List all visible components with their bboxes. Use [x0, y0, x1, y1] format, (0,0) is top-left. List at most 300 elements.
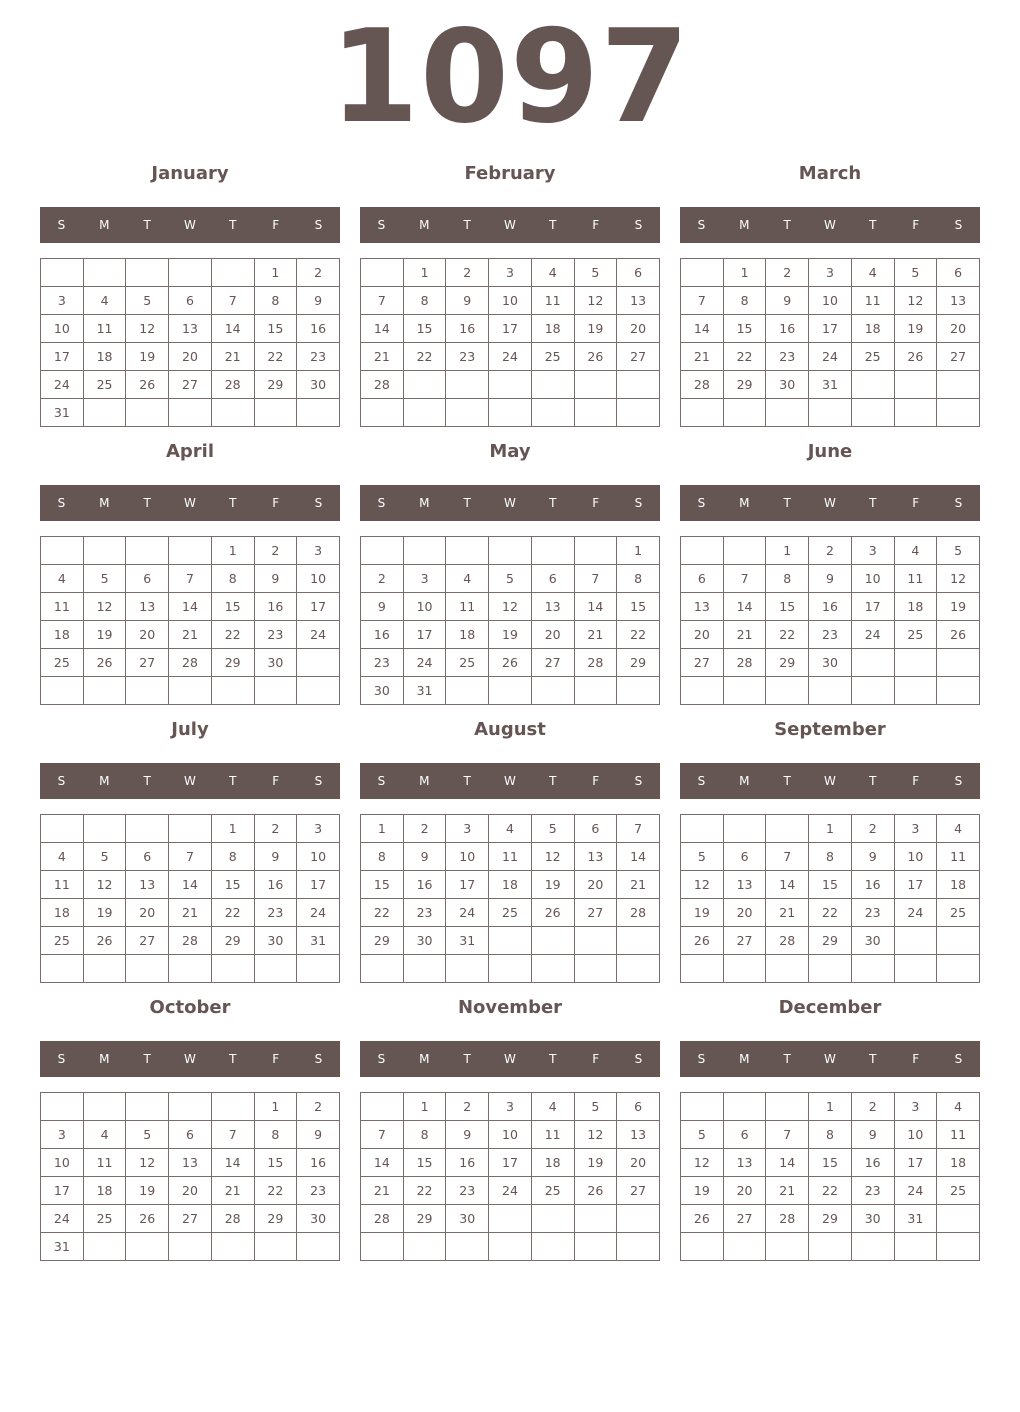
weekday-label: S — [697, 1052, 706, 1066]
day-cell: 27 — [681, 649, 724, 677]
weekday-label: F — [592, 218, 600, 232]
empty-cell — [489, 677, 532, 705]
day-cell: 25 — [446, 649, 489, 677]
empty-cell — [531, 955, 574, 983]
empty-cell — [361, 955, 404, 983]
empty-cell — [489, 537, 532, 565]
day-cell: 24 — [297, 899, 340, 927]
day-cell: 13 — [937, 287, 980, 315]
day-cell: 27 — [723, 927, 766, 955]
day-cell: 4 — [446, 565, 489, 593]
day-cell: 6 — [937, 259, 980, 287]
day-grid — [680, 814, 980, 983]
day-cell: 25 — [851, 343, 894, 371]
month-title: May — [489, 441, 531, 462]
day-cell: 10 — [403, 593, 446, 621]
empty-cell — [681, 815, 724, 843]
day-cell: 30 — [851, 927, 894, 955]
day-cell: 29 — [809, 1205, 852, 1233]
day-cell: 9 — [297, 1121, 340, 1149]
day-cell: 3 — [489, 259, 532, 287]
day-cell: 8 — [211, 843, 254, 871]
weekday-label: M — [99, 496, 110, 510]
empty-cell — [766, 677, 809, 705]
day-cell: 6 — [169, 1121, 212, 1149]
weekday-label: T — [549, 774, 557, 788]
day-cell: 5 — [574, 1093, 617, 1121]
day-cell: 31 — [297, 927, 340, 955]
weekday-label: S — [954, 218, 963, 232]
month-title: April — [165, 441, 215, 462]
day-cell: 14 — [766, 871, 809, 899]
day-cell: 17 — [41, 1177, 84, 1205]
day-cell: 5 — [681, 1121, 724, 1149]
weekday-label: T — [869, 496, 877, 510]
week-row — [41, 399, 340, 427]
empty-cell — [403, 371, 446, 399]
day-cell: 25 — [489, 899, 532, 927]
empty-cell — [41, 1093, 84, 1121]
empty-cell — [126, 399, 169, 427]
day-cell: 28 — [766, 1205, 809, 1233]
day-cell: 29 — [211, 649, 254, 677]
weekday-label: F — [592, 774, 600, 788]
weekday-label: F — [912, 496, 920, 510]
weekday-label: T — [869, 218, 877, 232]
day-cell: 5 — [681, 843, 724, 871]
empty-cell — [169, 537, 212, 565]
empty-cell — [894, 371, 937, 399]
month-title: July — [171, 719, 209, 740]
empty-cell — [766, 955, 809, 983]
weekday-label: M — [739, 496, 750, 510]
weekday-label: S — [697, 496, 706, 510]
day-cell: 27 — [617, 343, 660, 371]
empty-cell — [681, 537, 724, 565]
weekday-label: F — [272, 218, 280, 232]
day-grid — [360, 1092, 660, 1261]
day-cell: 25 — [41, 649, 84, 677]
empty-cell — [937, 1205, 980, 1233]
day-cell: 21 — [574, 621, 617, 649]
day-cell: 14 — [723, 593, 766, 621]
day-cell: 16 — [297, 1149, 340, 1177]
day-cell: 7 — [574, 565, 617, 593]
empty-cell — [809, 1233, 852, 1261]
empty-cell — [531, 677, 574, 705]
empty-cell — [723, 399, 766, 427]
day-cell: 17 — [489, 315, 532, 343]
day-cell: 18 — [937, 871, 980, 899]
day-grid — [40, 814, 340, 983]
day-cell: 17 — [297, 593, 340, 621]
day-cell: 3 — [446, 815, 489, 843]
day-cell: 11 — [937, 843, 980, 871]
empty-cell — [126, 259, 169, 287]
empty-cell — [531, 371, 574, 399]
day-cell: 29 — [254, 1205, 297, 1233]
weekday-header — [680, 1041, 980, 1077]
day-cell: 18 — [531, 1149, 574, 1177]
weekday-header — [40, 1041, 340, 1077]
weekday-label: S — [57, 1052, 66, 1066]
day-cell: 29 — [403, 1205, 446, 1233]
weekday-label: M — [99, 1052, 110, 1066]
day-cell: 30 — [446, 1205, 489, 1233]
day-cell: 30 — [809, 649, 852, 677]
week-row — [361, 315, 660, 343]
day-cell: 12 — [531, 843, 574, 871]
day-cell: 23 — [254, 899, 297, 927]
weekday-label: M — [419, 496, 430, 510]
week-row — [41, 1093, 340, 1121]
weekday-header — [360, 485, 660, 521]
day-cell: 11 — [894, 565, 937, 593]
day-cell: 11 — [41, 593, 84, 621]
day-cell: 21 — [211, 1177, 254, 1205]
year-title: 1097 — [329, 3, 691, 152]
empty-cell — [83, 537, 126, 565]
empty-cell — [489, 1233, 532, 1261]
day-cell: 3 — [809, 259, 852, 287]
day-cell: 29 — [809, 927, 852, 955]
week-row — [681, 1093, 980, 1121]
day-cell: 22 — [723, 343, 766, 371]
day-cell: 19 — [574, 315, 617, 343]
empty-cell — [126, 815, 169, 843]
weekday-label: S — [634, 774, 643, 788]
day-cell: 16 — [403, 871, 446, 899]
weekday-header — [40, 207, 340, 243]
day-cell: 5 — [574, 259, 617, 287]
empty-cell — [723, 537, 766, 565]
week-row — [681, 1233, 980, 1261]
weekday-header — [360, 1041, 660, 1077]
empty-cell — [403, 955, 446, 983]
weekday-label: M — [739, 218, 750, 232]
empty-cell — [446, 399, 489, 427]
day-cell: 13 — [723, 1149, 766, 1177]
day-cell: 30 — [766, 371, 809, 399]
day-cell: 10 — [297, 565, 340, 593]
empty-cell — [83, 259, 126, 287]
empty-cell — [489, 1205, 532, 1233]
weekday-label: T — [229, 496, 237, 510]
day-cell: 19 — [489, 621, 532, 649]
day-cell: 27 — [723, 1205, 766, 1233]
weekday-header — [680, 763, 980, 799]
day-cell: 28 — [211, 371, 254, 399]
weekday-label: F — [272, 774, 280, 788]
empty-cell — [361, 259, 404, 287]
day-grid — [40, 1092, 340, 1261]
weekday-label: F — [592, 496, 600, 510]
week-row — [361, 621, 660, 649]
day-cell: 15 — [211, 871, 254, 899]
day-cell: 2 — [446, 1093, 489, 1121]
empty-cell — [489, 927, 532, 955]
day-cell: 13 — [126, 593, 169, 621]
weekday-header — [360, 763, 660, 799]
empty-cell — [361, 399, 404, 427]
day-cell: 20 — [617, 315, 660, 343]
day-grid — [360, 536, 660, 705]
day-cell: 20 — [126, 621, 169, 649]
day-cell: 30 — [297, 371, 340, 399]
empty-cell — [169, 815, 212, 843]
week-row — [361, 955, 660, 983]
day-cell: 2 — [446, 259, 489, 287]
weekday-label: F — [272, 1052, 280, 1066]
empty-cell — [681, 1233, 724, 1261]
empty-cell — [531, 537, 574, 565]
week-row — [41, 565, 340, 593]
day-cell: 16 — [851, 1149, 894, 1177]
day-cell: 6 — [617, 1093, 660, 1121]
day-cell: 8 — [617, 565, 660, 593]
month-title: December — [778, 997, 882, 1018]
weekday-label: W — [184, 1052, 196, 1066]
weekday-label: M — [739, 1052, 750, 1066]
week-row — [681, 899, 980, 927]
day-cell: 11 — [489, 843, 532, 871]
weekday-label: S — [57, 774, 66, 788]
day-cell: 26 — [531, 899, 574, 927]
empty-cell — [809, 955, 852, 983]
day-cell: 14 — [766, 1149, 809, 1177]
empty-cell — [489, 955, 532, 983]
week-row — [41, 1149, 340, 1177]
empty-cell — [297, 1233, 340, 1261]
week-row — [41, 899, 340, 927]
weekday-label: M — [99, 218, 110, 232]
day-cell: 16 — [254, 871, 297, 899]
empty-cell — [297, 399, 340, 427]
day-cell: 21 — [169, 621, 212, 649]
day-cell: 14 — [361, 1149, 404, 1177]
day-cell: 5 — [894, 259, 937, 287]
day-cell: 25 — [894, 621, 937, 649]
day-cell: 26 — [83, 649, 126, 677]
day-cell: 7 — [211, 1121, 254, 1149]
day-cell: 10 — [446, 843, 489, 871]
weekday-label: T — [783, 496, 791, 510]
empty-cell — [574, 927, 617, 955]
day-cell: 26 — [126, 371, 169, 399]
day-cell: 1 — [254, 259, 297, 287]
empty-cell — [83, 815, 126, 843]
week-row — [681, 593, 980, 621]
week-row — [681, 259, 980, 287]
weekday-label: F — [592, 1052, 600, 1066]
day-cell: 26 — [937, 621, 980, 649]
day-cell: 10 — [489, 1121, 532, 1149]
day-cell: 8 — [809, 1121, 852, 1149]
empty-cell — [446, 537, 489, 565]
day-cell: 21 — [211, 343, 254, 371]
day-cell: 24 — [809, 343, 852, 371]
day-cell: 3 — [894, 815, 937, 843]
empty-cell — [937, 927, 980, 955]
day-cell: 12 — [489, 593, 532, 621]
day-cell: 24 — [41, 1205, 84, 1233]
day-cell: 3 — [894, 1093, 937, 1121]
empty-cell — [254, 399, 297, 427]
day-cell: 25 — [937, 899, 980, 927]
weekday-label: T — [549, 218, 557, 232]
weekday-label: T — [143, 218, 151, 232]
day-cell: 13 — [617, 287, 660, 315]
day-cell: 6 — [574, 815, 617, 843]
empty-cell — [169, 399, 212, 427]
day-cell: 18 — [937, 1149, 980, 1177]
day-cell: 11 — [41, 871, 84, 899]
day-cell: 12 — [681, 1149, 724, 1177]
week-row — [681, 927, 980, 955]
weekday-label: S — [634, 1052, 643, 1066]
day-cell: 10 — [41, 315, 84, 343]
day-grid — [680, 258, 980, 427]
week-row — [681, 843, 980, 871]
weekday-label: T — [463, 218, 471, 232]
weekday-label: T — [463, 496, 471, 510]
empty-cell — [211, 677, 254, 705]
empty-cell — [617, 371, 660, 399]
day-cell: 17 — [851, 593, 894, 621]
day-cell: 24 — [446, 899, 489, 927]
empty-cell — [403, 399, 446, 427]
empty-cell — [83, 955, 126, 983]
weekday-label: F — [912, 1052, 920, 1066]
day-cell: 28 — [169, 649, 212, 677]
day-cell: 3 — [41, 287, 84, 315]
empty-cell — [723, 1093, 766, 1121]
weekday-label: S — [57, 218, 66, 232]
day-cell: 1 — [361, 815, 404, 843]
week-row — [361, 1205, 660, 1233]
day-cell: 4 — [531, 259, 574, 287]
week-row — [361, 399, 660, 427]
day-cell: 15 — [723, 315, 766, 343]
empty-cell — [83, 1233, 126, 1261]
empty-cell — [574, 371, 617, 399]
day-cell: 3 — [851, 537, 894, 565]
empty-cell — [681, 677, 724, 705]
day-cell: 9 — [254, 565, 297, 593]
day-cell: 21 — [617, 871, 660, 899]
day-cell: 21 — [723, 621, 766, 649]
weekday-header — [680, 207, 980, 243]
day-cell: 2 — [766, 259, 809, 287]
weekday-label: M — [419, 1052, 430, 1066]
day-cell: 23 — [851, 1177, 894, 1205]
week-row — [361, 1093, 660, 1121]
empty-cell — [211, 1093, 254, 1121]
day-cell: 8 — [403, 1121, 446, 1149]
weekday-label: W — [504, 496, 516, 510]
weekday-label: W — [824, 774, 836, 788]
week-row — [361, 259, 660, 287]
day-cell: 18 — [489, 871, 532, 899]
empty-cell — [446, 677, 489, 705]
day-cell: 4 — [937, 815, 980, 843]
day-cell: 1 — [617, 537, 660, 565]
day-cell: 15 — [809, 871, 852, 899]
day-cell: 9 — [403, 843, 446, 871]
day-cell: 16 — [297, 315, 340, 343]
day-cell: 12 — [937, 565, 980, 593]
day-cell: 6 — [169, 287, 212, 315]
empty-cell — [894, 677, 937, 705]
day-cell: 8 — [723, 287, 766, 315]
day-cell: 14 — [169, 593, 212, 621]
week-row — [41, 843, 340, 871]
weekday-label: W — [824, 218, 836, 232]
day-cell: 14 — [361, 315, 404, 343]
weekday-label: T — [869, 774, 877, 788]
day-cell: 3 — [403, 565, 446, 593]
day-cell: 17 — [894, 1149, 937, 1177]
day-cell: 4 — [83, 287, 126, 315]
weekday-label: T — [783, 218, 791, 232]
day-cell: 20 — [617, 1149, 660, 1177]
empty-cell — [211, 955, 254, 983]
day-cell: 11 — [531, 1121, 574, 1149]
day-cell: 9 — [361, 593, 404, 621]
empty-cell — [83, 677, 126, 705]
empty-cell — [681, 955, 724, 983]
day-cell: 22 — [403, 343, 446, 371]
day-cell: 5 — [126, 287, 169, 315]
week-row — [681, 815, 980, 843]
day-cell: 31 — [894, 1205, 937, 1233]
day-cell: 3 — [297, 537, 340, 565]
day-grid — [40, 258, 340, 427]
day-cell: 23 — [851, 899, 894, 927]
day-cell: 19 — [894, 315, 937, 343]
empty-cell — [851, 677, 894, 705]
day-cell: 22 — [809, 899, 852, 927]
week-row — [41, 649, 340, 677]
day-cell: 4 — [851, 259, 894, 287]
day-cell: 19 — [574, 1149, 617, 1177]
day-cell: 26 — [681, 1205, 724, 1233]
day-cell: 6 — [723, 1121, 766, 1149]
empty-cell — [617, 1233, 660, 1261]
week-row — [361, 899, 660, 927]
day-cell: 29 — [766, 649, 809, 677]
day-cell: 11 — [531, 287, 574, 315]
day-cell: 18 — [83, 343, 126, 371]
day-cell: 23 — [297, 1177, 340, 1205]
day-grid — [680, 536, 980, 705]
weekday-header — [360, 207, 660, 243]
empty-cell — [574, 1233, 617, 1261]
empty-cell — [254, 1233, 297, 1261]
day-cell: 10 — [851, 565, 894, 593]
day-cell: 20 — [723, 1177, 766, 1205]
empty-cell — [531, 399, 574, 427]
empty-cell — [489, 371, 532, 399]
day-cell: 13 — [531, 593, 574, 621]
day-cell: 27 — [574, 899, 617, 927]
weekday-label: S — [954, 774, 963, 788]
day-cell: 16 — [446, 1149, 489, 1177]
empty-cell — [297, 677, 340, 705]
day-cell: 18 — [446, 621, 489, 649]
week-row — [41, 315, 340, 343]
weekday-label: T — [229, 774, 237, 788]
